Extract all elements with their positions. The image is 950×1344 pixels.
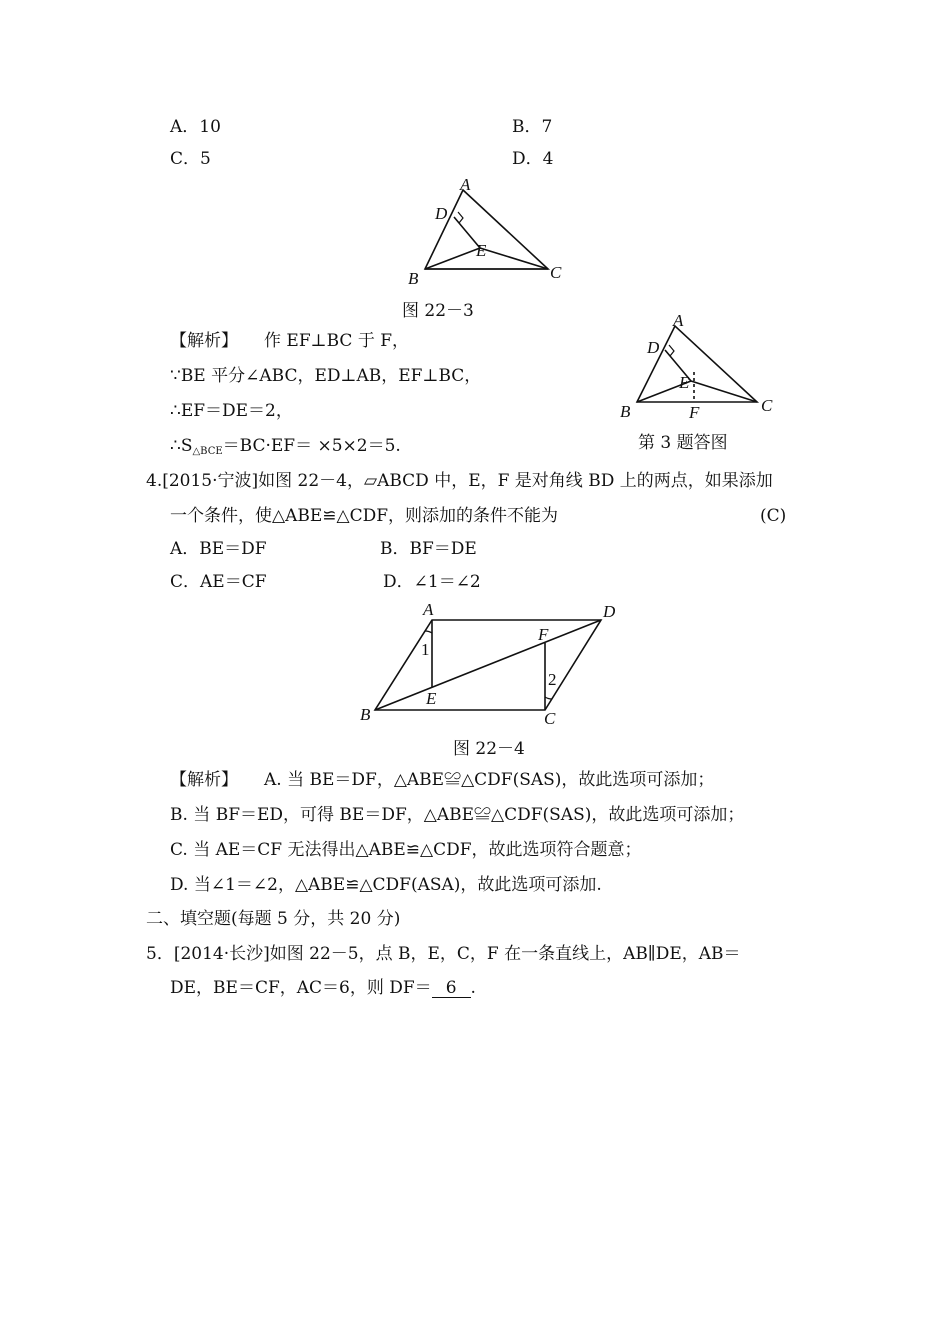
angle-2-label: 2 bbox=[548, 670, 557, 689]
label-c: C bbox=[550, 263, 562, 282]
q4-solution-line-4: D. 当∠1＝∠2，△ABE≌△CDF(ASA)，故此选项可添加. bbox=[170, 875, 602, 895]
figure-q3-answer bbox=[615, 308, 785, 424]
q3-option-a: A．10 bbox=[170, 117, 221, 137]
label-a: A bbox=[423, 600, 434, 619]
q3-option-b: B．7 bbox=[512, 117, 553, 137]
label-a: A bbox=[460, 175, 471, 194]
figure-22-3 bbox=[400, 172, 580, 288]
label-f: F bbox=[538, 625, 549, 644]
diagonal-bd bbox=[375, 620, 601, 710]
triangle-abc bbox=[425, 190, 548, 269]
q5-answer-blank: 6 bbox=[432, 979, 471, 998]
q4-solution-line-3: C. 当 AE＝CF 无法得出△ABE≌△CDF，故此选项符合题意； bbox=[170, 840, 642, 860]
figure-q3-answer-caption: 第 3 题答图 bbox=[638, 433, 728, 453]
q3-solution-tag: 【解析】 bbox=[170, 331, 238, 351]
q5-stem-line-1: 5．[2014·长沙]如图 22－5，点 B，E，C，F 在一条直线上，AB∥DE，AB＝ bbox=[146, 944, 741, 964]
label-b: B bbox=[408, 269, 419, 288]
label-d: D bbox=[435, 204, 448, 223]
q4-solution-line-1: A. 当 BE＝DF，△ABE≌△CDF(SAS)，故此选项可添加； bbox=[264, 770, 715, 790]
label-c: C bbox=[761, 396, 773, 415]
q3-solution-line-1: 作 EF⊥BC 于 F， bbox=[264, 331, 410, 351]
angle-1-label: 1 bbox=[421, 640, 430, 659]
label-c: C bbox=[544, 709, 556, 728]
q3-option-c: C．5 bbox=[170, 149, 211, 169]
q3-solution-line-3: ∴EF＝DE＝2， bbox=[170, 401, 293, 421]
label-d: D bbox=[647, 338, 660, 357]
figure-22-4-caption: 图 22－4 bbox=[453, 739, 525, 759]
q3-solution-line-4: $\therefore S_{\triangle BCE}=BC\cdot EF= \times 5\times 2=5$. bbox=[170, 436, 401, 457]
right-angle-mark bbox=[458, 212, 463, 223]
q4-stem-line-2: 一个条件，使△ABE≌△CDF，则添加的条件不能为 bbox=[170, 506, 559, 526]
label-e: E bbox=[426, 689, 437, 708]
label-b: B bbox=[620, 402, 631, 421]
figure-22-4 bbox=[355, 598, 625, 728]
q4-option-b: B．BF＝DE bbox=[380, 539, 477, 559]
q5-stem-line-2: DE，BE＝CF，AC＝6，则 DF＝ 6 . bbox=[170, 978, 476, 998]
figure-22-3-caption: 图 22－3 bbox=[402, 301, 474, 321]
q3-solution-line-2: ∵BE 平分∠ABC，ED⊥AB，EF⊥BC， bbox=[170, 366, 482, 386]
section-2-title: 二、填空题(每题 5 分，共 20 分) bbox=[146, 909, 401, 929]
q4-option-a: A．BE＝DF bbox=[170, 539, 267, 559]
q4-option-c: C．AE＝CF bbox=[170, 572, 267, 592]
label-e: E bbox=[679, 373, 690, 392]
q4-solution-tag: 【解析】 bbox=[170, 770, 238, 790]
q3-option-d: D．4 bbox=[512, 149, 554, 169]
label-b: B bbox=[360, 705, 371, 724]
q4-solution-line-2: B. 当 BF＝ED，可得 BE＝DF，△ABE≌△CDF(SAS)，故此选项可添加； bbox=[170, 805, 745, 825]
q4-stem-line-1: 4.[2015·宁波]如图 22－4，▱ABCD 中，E，F 是对角线 BD 上的两点，如果添加 bbox=[146, 471, 773, 491]
q4-option-d: D．∠1＝∠2 bbox=[383, 572, 481, 592]
label-e: E bbox=[476, 241, 487, 260]
label-f: F bbox=[689, 403, 700, 422]
label-d: D bbox=[603, 602, 616, 621]
label-a: A bbox=[673, 311, 684, 330]
q4-answer: (C) bbox=[760, 506, 787, 526]
